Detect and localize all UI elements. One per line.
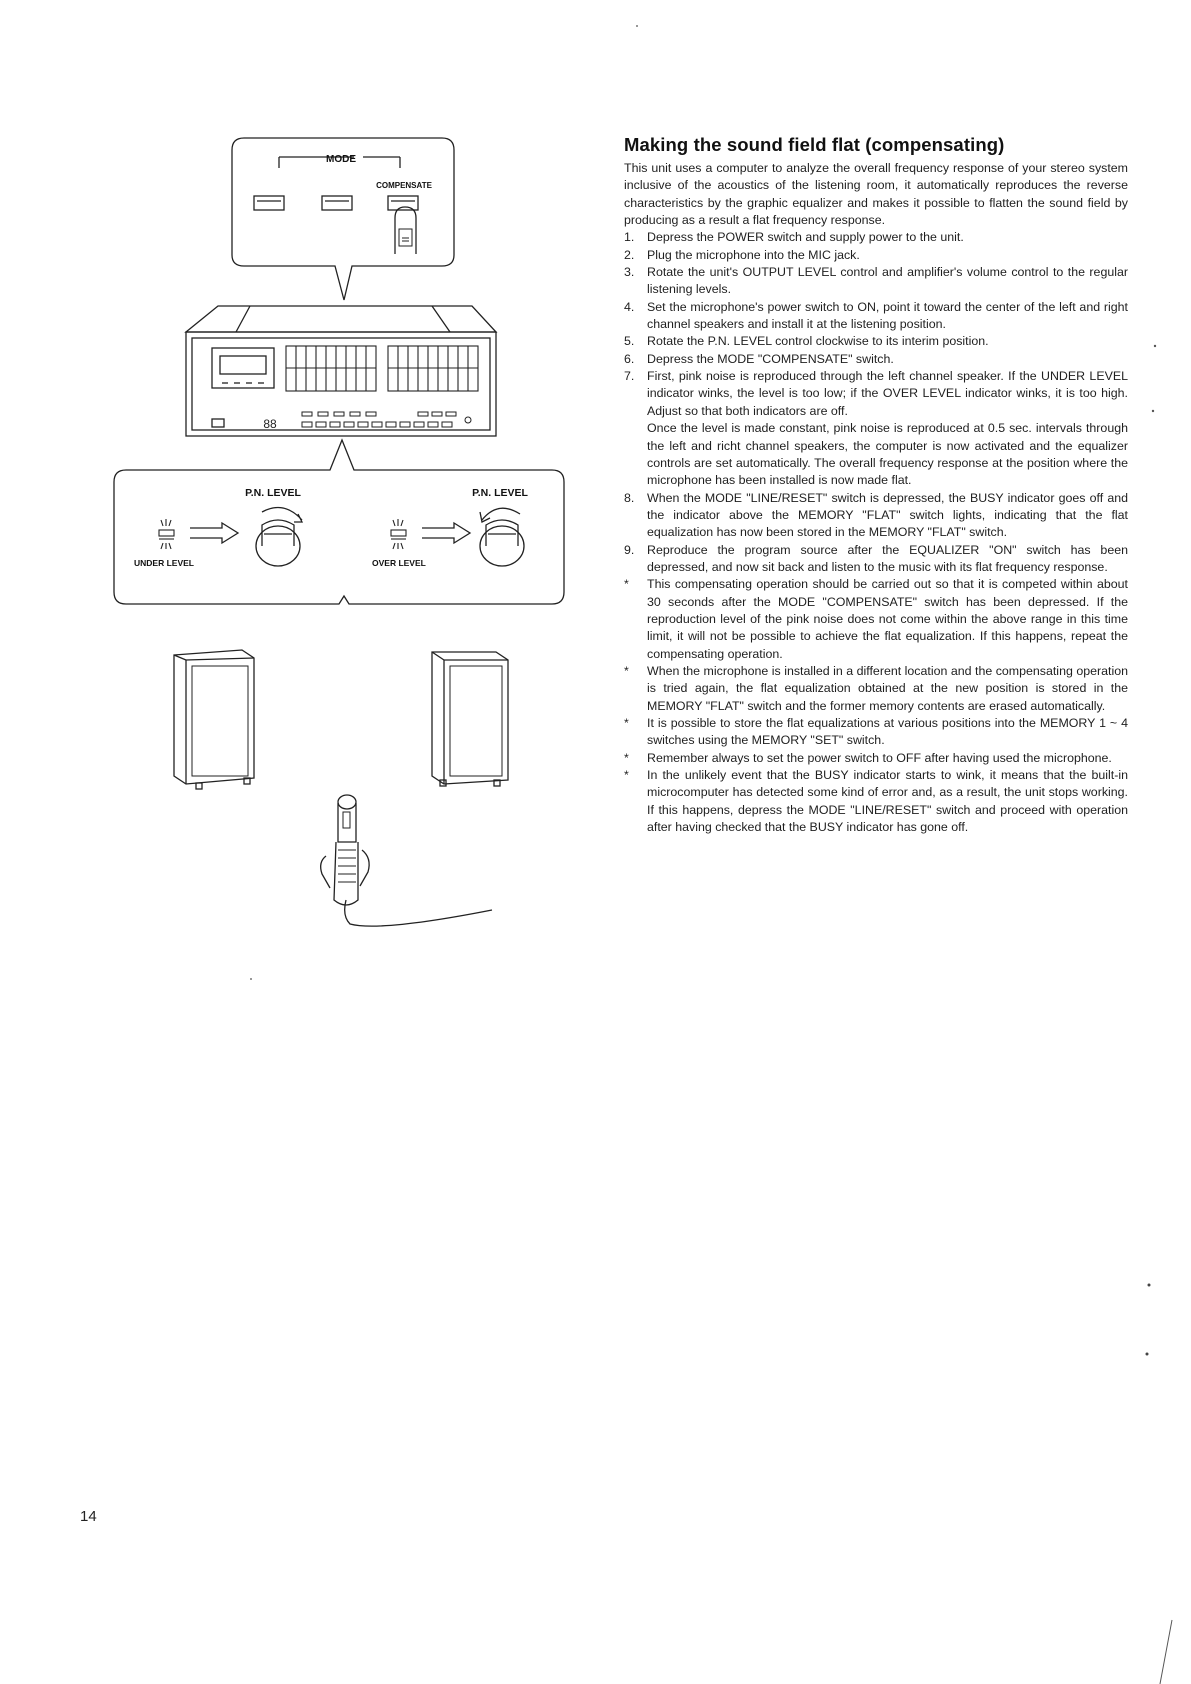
list-item: 7. First, pink noise is reproduced through the left channel speaker. If the UNDER LEVEL indicator winks, the level is too low; if the OVER LEVEL indicator winks, it is too high. Adjust so that both indicators are off. Once the level is made constant, pink noise is reproduced at 0.5 sec. intervals through the left and richt channel speakers, the computer is now activated and the equalizer controls are set automatically. The overall frequency response at the position where the microphone has been installed is now made flat. <box>624 369 1128 488</box>
list-item: 6. Depress the MODE "COMPENSATE" switch. <box>624 351 894 366</box>
page-number: 14 <box>80 1508 97 1525</box>
list-item: 4. Set the microphone's power switch to ON, point it toward the center of the left and right channel speakers and install it at the listening position. <box>624 299 1128 332</box>
over-level-label: OVER LEVEL <box>372 558 426 568</box>
intro-paragraph: This unit uses a computer to analyze the overall frequency response of your stereo system inclusive of the acoustics of the listening room, it automatically reproduces the reverse characteristics by the graphic equalizer and makes it possible to flatten the sound field by producing as a result a flat frequency response. <box>624 161 1128 228</box>
mode-label: MODE <box>326 154 356 165</box>
note-item: * It is possible to store the flat equalizations at various positions into the MEMORY 1 ~ 4 switches using the MEMORY "SET" switch. <box>624 716 1128 748</box>
list-item: 5. Rotate the P.N. LEVEL control clockwise to its interim position. <box>624 334 989 349</box>
note-item: * When the microphone is installed in a different location and the compensating operation is tried again, the flat equalization obtained at the new position is stored in the MEMORY "FLAT" switch and the former memory contents are erased automatically. <box>624 663 1128 713</box>
svg-text:88: 88 <box>263 417 277 431</box>
note-item: * Remember always to set the power switch to OFF after having used the microphone. <box>624 750 1112 765</box>
pn-level-label-left: P.N. LEVEL <box>245 487 301 499</box>
list-item: 1. Depress the POWER switch and supply power to the unit. <box>624 230 964 245</box>
list-item: 2. Plug the microphone into the MIC jack. <box>624 247 860 262</box>
note-item: * This compensating operation should be carried out so that it is competed within about 30 seconds after the MODE "COMPENSATE" switch has been depressed. If the reproduction level of the pink noise does not come within the above range in this time limit, it will not be possible to achieve the flat equalization. If this happens, repeat the compensating operation. <box>624 577 1128 661</box>
compensate-label: COMPENSATE <box>376 181 432 190</box>
list-item: 9. Reproduce the program source after the EQUALIZER "ON" switch has been depressed, and now sit back and listen to the music with its flat frequency response. <box>624 542 1128 574</box>
pn-level-label-right: P.N. LEVEL <box>472 487 528 499</box>
section-title: Making the sound field flat (compensating) <box>624 134 1005 155</box>
list-item: 3. Rotate the unit's OUTPUT LEVEL control and amplifier's volume control to the regular listening levels. <box>624 265 1128 297</box>
note-item: * In the unlikely event that the BUSY indicator starts to wink, it means that the built-in microcomputer has detected some kind of error and, as a result, the unit stops working. If this happens, depress the MODE "LINE/RESET" switch and proceed with operation after having checked that the BUSY indicator has gone off. <box>624 768 1128 835</box>
under-level-label: UNDER LEVEL <box>134 558 194 568</box>
list-item: 8. When the MODE "LINE/RESET" switch is depressed, the BUSY indicator goes off and the indicator above the MEMORY "FLAT" switch lights, indicating that the flat equalization has now been stored in the MEMORY "FLAT" switch. <box>624 490 1128 540</box>
